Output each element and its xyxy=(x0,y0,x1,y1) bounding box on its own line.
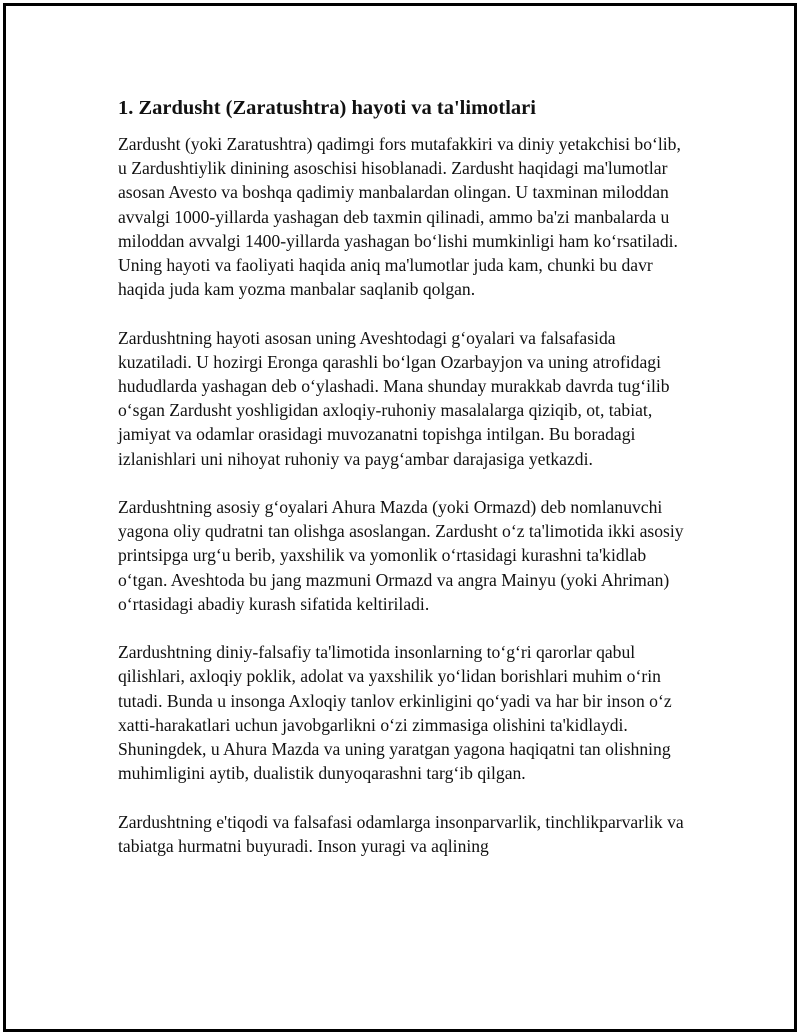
paragraph-intro: Zardusht (yoki Zaratushtra) qadimgi fors mutafakkiri va diniy yetakchisi bo‘lib, u Zardushtiylik dinining asoschisi hisoblanadi. Zardusht haqidagi ma'lumotlar asosan Avesto va boshqa qadimiy manbalardan olingan. U taxminan miloddan avvalgi 1000-yillarda yashagan deb taxmin qilinadi, ammo ba'zi manbalarda u miloddan avvalgi 1400-yillarda yashagan bo‘lishi mumkinligi ham ko‘rsatiladi. Uning hayoti va faoliyati haqida aniq ma'lumotlar juda kam, chunki bu davr haqida juda kam yozma manbalar saqlanib qolgan. xyxy=(118,134,681,300)
paragraph-philosophy: Zardushtning e'tiqodi va falsafasi odamlarga insonparvarlik, tinchlikparvarlik va tabiatga hurmatni buyuradi. Inson yuragi va aqlining xyxy=(118,811,684,856)
paragraph-life: Zardushtning hayoti asosan uning Aveshtodagi g‘oyalari va falsafasida kuzatiladi. U hozirgi Eronga qarashli bo‘lgan Ozarbayjon va uning atrofidagi hududlarda yashagan deb o‘ylashadi. Mana shunday murakkab davrda tug‘ilib o‘sgan Zardusht yoshligidan axloqiy-ruhoniy masalalarga qiziqib, ot, tabiat, jamiyat va odamlar orasidagi muvozanatni topishga intilgan. Bu boradagi izlanishlari uni nihoyat ruhoniy va payg‘ambar darajasiga yetkazdi. xyxy=(118,327,670,469)
paragraph-core-ideas: Zardushtning asosiy g‘oyalari Ahura Mazda (yoki Ormazd) deb nomlanuvchi yagona oliy qudratni tan olishga asoslangan. Zardusht o‘z ta'limotida ikki asosiy printsipga urg‘u berib, yaxshilik va yomonlik o‘rtasidagi kurashni ta'kidlab o‘tgan. Aveshtoda bu jang mazmuni Ormazd va angra Mainyu (yoki Ahriman) o‘rtasidagi abadiy kurash sifatida keltiriladi. xyxy=(118,497,684,614)
document-body xyxy=(118,94,693,858)
paragraph-ethics: Zardushtning diniy-falsafiy ta'limotida insonlarning to‘g‘ri qarorlar qabul qilishlari, axloqiy poklik, adolat va yaxshilik yo‘lidan borishlari muhim o‘rin tutadi. Bunda u insonga Axloqiy tanlov erkinligini qo‘yadi va har bir inson o‘z xatti-harakatlari uchun javobgarlikni o‘zi zimmasiga olishini ta'kidlaydi. Shuningdek, u Ahura Mazda va uning yaratgan yagona haqiqatni tan olishning muhimligini aytib, dualistik dunyoqarashni targ‘ib qilgan. xyxy=(118,642,672,784)
section-title: 1. Zardusht (Zaratushtra) hayoti va ta'limotlari xyxy=(118,97,536,119)
